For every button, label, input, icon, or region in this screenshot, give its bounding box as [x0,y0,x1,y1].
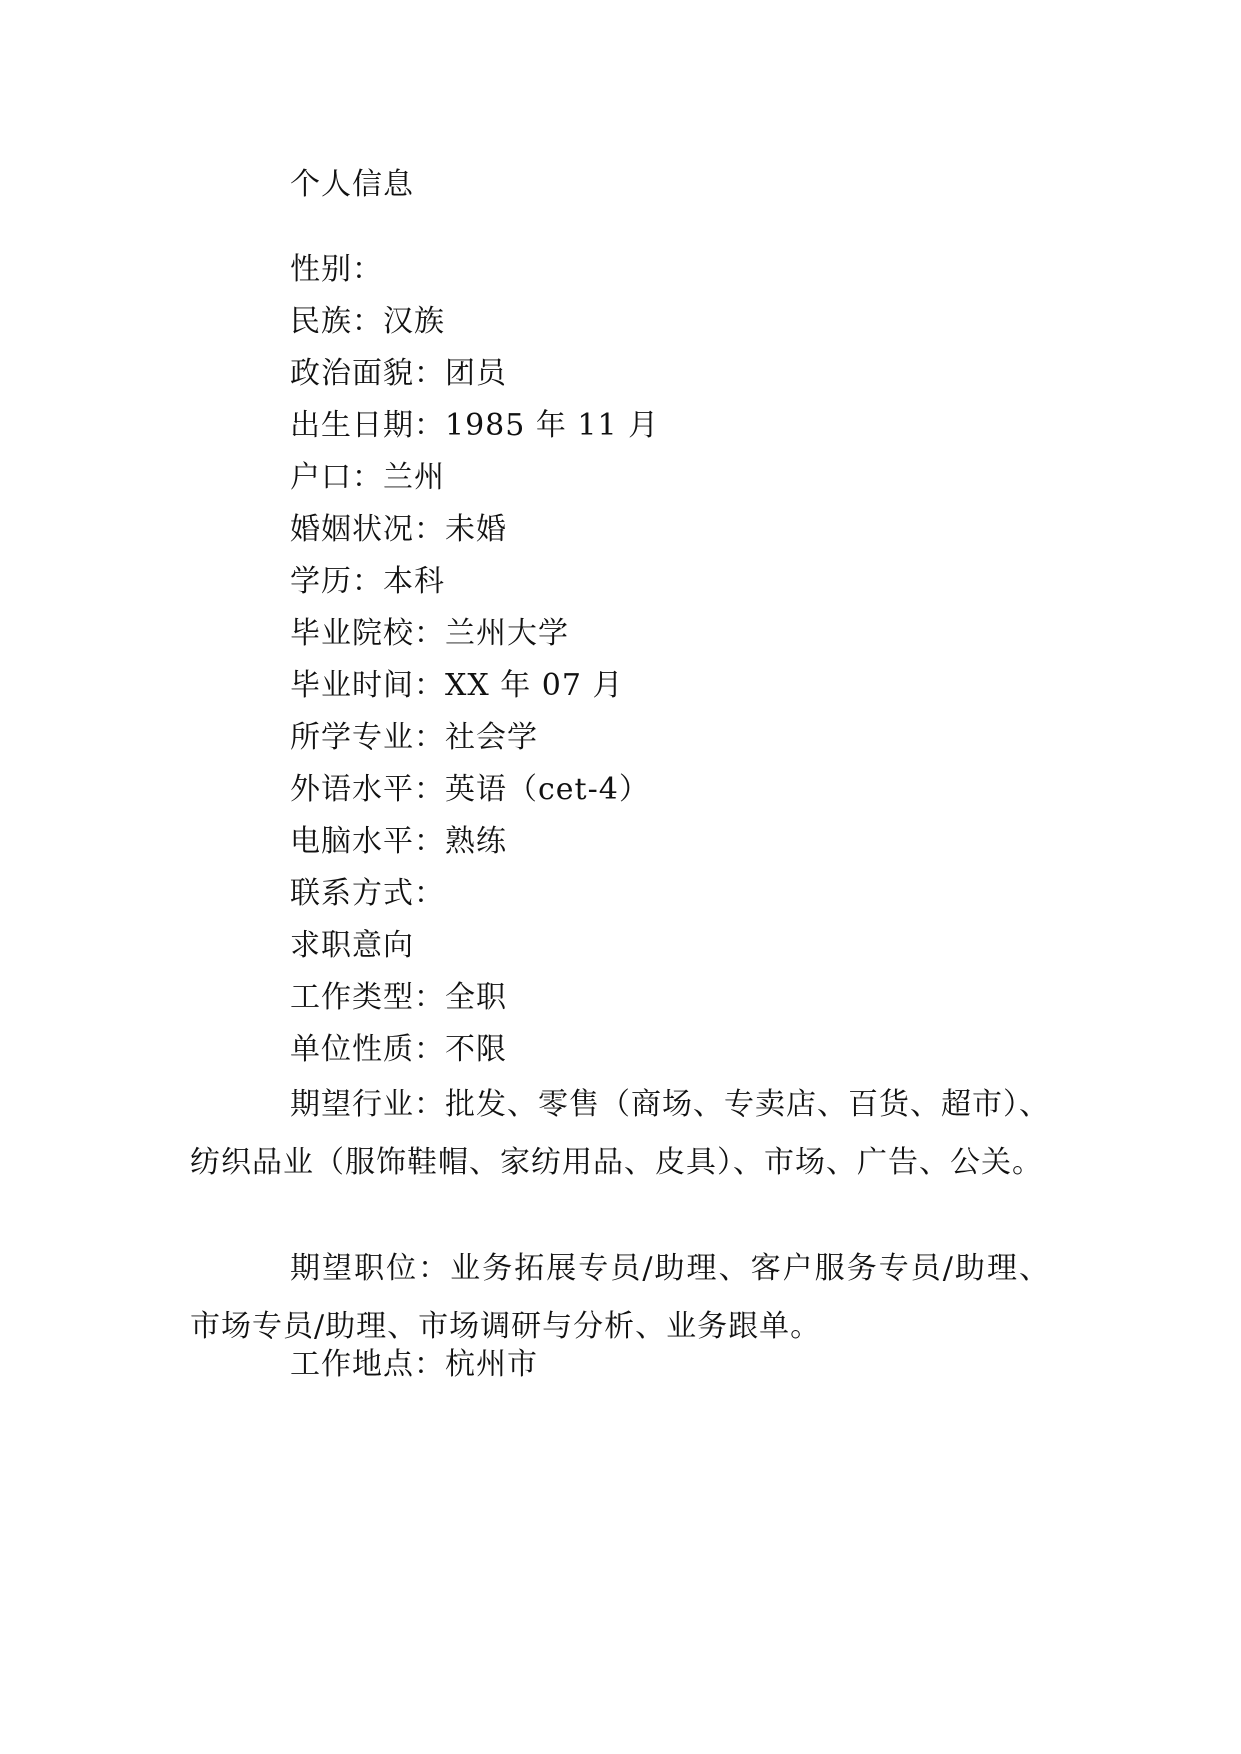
field-contact: 联系方式： [290,876,445,911]
field-political-status: 政治面貌：团员 [290,356,507,391]
section-title-job-intention: 求职意向 [290,928,414,963]
field-household-registration: 户口：兰州 [290,460,445,495]
field-job-type: 工作类型：全职 [290,980,507,1015]
paragraph-expected-position: 期望职位：业务拓展专员/助理、客户服务专员/助理、市场专员/助理、市场调研与分析、业务跟单。 [190,1251,1050,1344]
field-foreign-language: 外语水平：英语（cet-4） [290,772,650,807]
field-computer-skill: 电脑水平：熟练 [290,824,507,859]
field-major: 所学专业：社会学 [290,720,538,755]
field-ethnicity: 民族：汉族 [290,304,445,339]
field-graduation-time: 毕业时间：XX 年 07 月 [290,668,624,703]
paragraph-expected-industry: 期望行业：批发、零售（商场、专卖店、百货、超市）、纺织品业（服饰鞋帽、家纺用品、皮具）、市场、广告、公关。 [190,1087,1050,1180]
section-title-personal-info: 个人信息 [290,167,414,202]
field-school: 毕业院校：兰州大学 [290,616,569,651]
field-birth-date: 出生日期：1985 年 11 月 [290,408,660,443]
field-gender: 性别： [290,252,383,287]
field-marital-status: 婚姻状况：未婚 [290,512,507,547]
field-education: 学历：本科 [290,564,445,599]
field-work-location: 工作地点：杭州市 [290,1347,538,1382]
field-employer-type: 单位性质：不限 [290,1032,507,1067]
